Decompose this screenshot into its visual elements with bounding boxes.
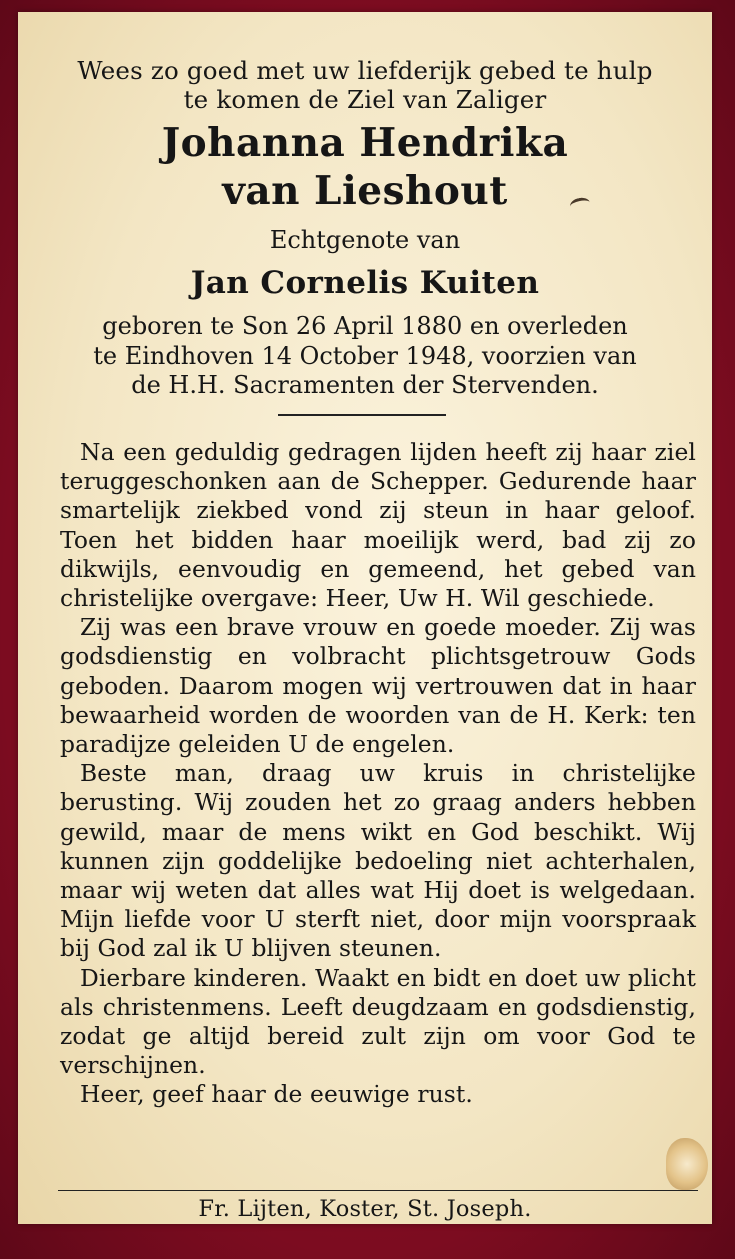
- memorial-card: [18, 12, 712, 1224]
- memorial-text: [60, 438, 696, 1110]
- paragraph-prayer: Heer, geef haar de eeuwige rust.: [80, 1080, 473, 1109]
- spouse-name: Jan Cornelis Kuiten: [190, 265, 540, 301]
- intro-line-2: te komen de Ziel van Zaliger: [183, 85, 547, 114]
- paragraph-husband: Beste man, draag uw kruis in christelijke berusting. Wij zouden het zo graag anders hebben gewild, maar de mens wikt en God beschikt. Wij kunnen zijn goddelijke bedoeling niet achterhalen, maar wij weten dat alles wat Hij doet is welgedaan. Mijn liefde voor U sterft niet, door mijn voorspraak bij God zal ik U blijven steunen.: [60, 759, 696, 963]
- printer-credit: Fr. Lijten, Koster, St. Joseph.: [198, 1196, 532, 1222]
- paragraph-children: Dierbare kinderen. Waakt en bidt en doet uw plicht als christenmens. Leeft deugdzaam en godsdienstig, zodat ge altijd bereid zult zijn om voor God te verschijnen.: [60, 963, 696, 1080]
- divider-long: [58, 1190, 698, 1191]
- dates-line-2: te Eindhoven 14 October 1948, voorzien van: [93, 342, 637, 370]
- intro-line-1: Wees zo goed met uw liefderijk gebed te hulp: [77, 56, 653, 85]
- spouse-label: Echtgenote van: [269, 226, 461, 254]
- deceased-name-line-2: van Lieshout: [222, 168, 508, 214]
- deceased-name-line-1: Johanna Hendrika: [161, 120, 569, 166]
- paragraph-suffering: Na een geduldig gedragen lijden heeft zij haar ziel teruggeschonken aan de Schepper. Gedurende haar smartelijk ziekbed vond zij steun in haar geloof. Toen het bidden haar moeilijk werd, bad zij zo dikwijls, eenvoudig en gemeend, het gebed van christelijke overgave: Heer, Uw H. Wil geschiede.: [60, 438, 696, 613]
- dates-line-1: geboren te Son 26 April 1880 en overleden: [102, 312, 628, 340]
- paper-damage-stain: [666, 1138, 708, 1190]
- paragraph-mother: Zij was een brave vrouw en goede moeder. Zij was godsdienstig en volbracht plichtsgetrouw Gods geboden. Daarom mogen wij vertrouwen dat in haar bewaarheid worden de woorden van de H. Kerk: ten paradijze geleiden U de engelen.: [60, 613, 696, 759]
- dates-line-3: de H.H. Sacramenten der Stervenden.: [131, 371, 599, 399]
- divider-short: [278, 414, 446, 416]
